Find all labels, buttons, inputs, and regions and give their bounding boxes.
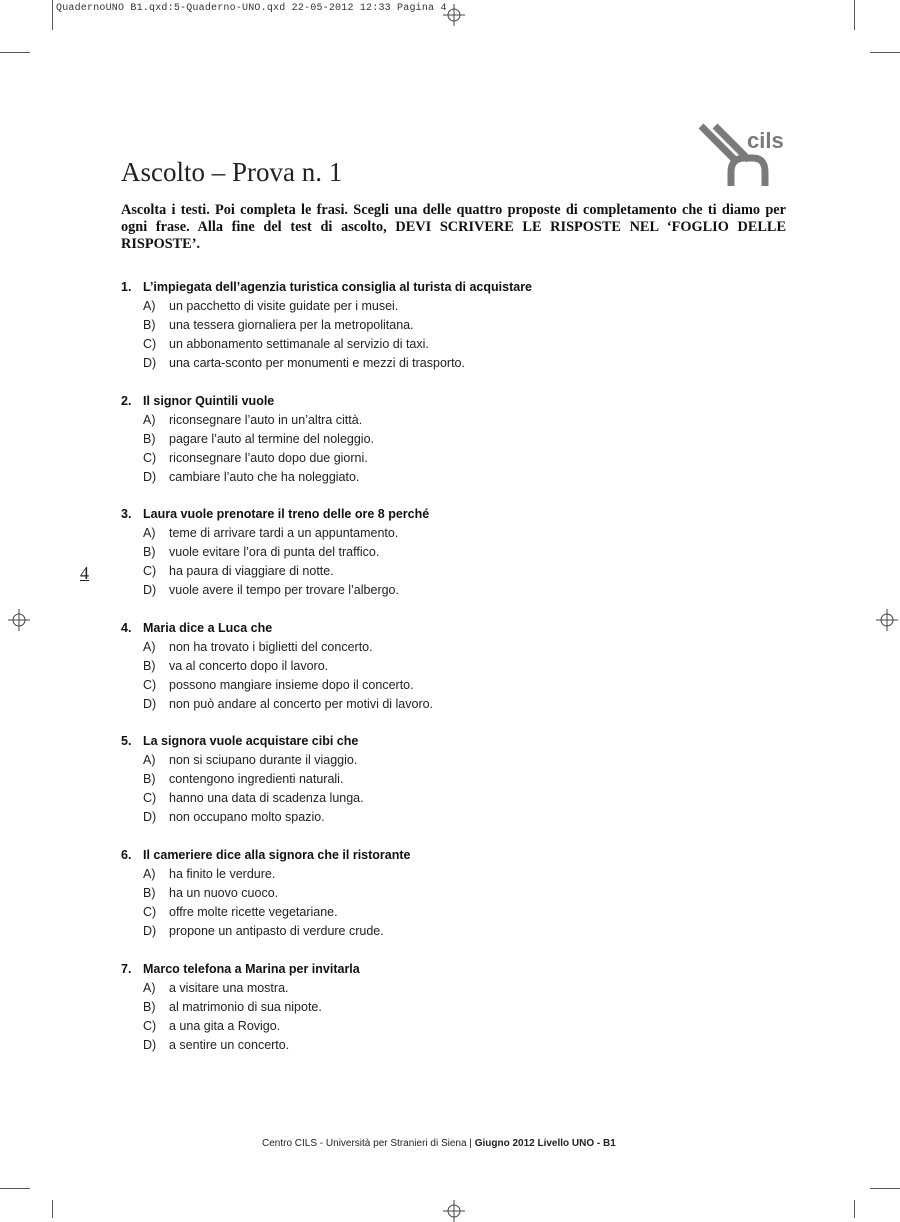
registration-mark-icon bbox=[443, 4, 465, 26]
answer-option bbox=[121, 884, 761, 903]
option-letter: C) bbox=[143, 450, 157, 465]
option-text: propone un antipasto di verdure crude. bbox=[169, 923, 384, 938]
question-text: L’impiegata dell’agenzia turistica consiglia al turista di acquistare bbox=[143, 280, 533, 294]
option-text: ha un nuovo cuoco. bbox=[169, 885, 279, 900]
answer-option bbox=[121, 543, 761, 562]
answer-option bbox=[121, 316, 761, 335]
question-text: Il signor Quintili vuole bbox=[143, 393, 275, 408]
option-text: teme di arrivare tardi a un appuntamento. bbox=[169, 526, 399, 541]
answer-option bbox=[121, 335, 761, 354]
question-number: 5. bbox=[121, 734, 132, 749]
question-stem bbox=[121, 278, 761, 297]
crop-mark bbox=[0, 52, 30, 53]
footer-institution: Centro CILS - Università per Stranieri di Siena | bbox=[262, 1138, 475, 1149]
option-text: una carta-sconto per monumenti e mezzi di trasporto. bbox=[169, 356, 465, 370]
question-text: Il cameriere dice alla signora che il ristorante bbox=[143, 847, 411, 862]
option-letter: C) bbox=[143, 1018, 157, 1033]
option-text: hanno una data di scadenza lunga. bbox=[169, 791, 364, 806]
option-text: contengono ingredienti naturali. bbox=[169, 772, 344, 787]
answer-option bbox=[121, 676, 761, 695]
option-text: a visitare una mostra. bbox=[169, 980, 289, 995]
logo-text: cils bbox=[747, 128, 784, 153]
option-letter: A) bbox=[143, 866, 156, 881]
option-text: non ha trovato i biglietti del concerto. bbox=[169, 639, 373, 654]
option-letter: B) bbox=[143, 658, 156, 673]
question-item bbox=[121, 392, 761, 506]
option-letter: B) bbox=[143, 431, 156, 446]
option-letter: B) bbox=[143, 885, 156, 900]
question-item bbox=[121, 278, 761, 392]
question-number: 6. bbox=[121, 847, 132, 862]
option-letter: B) bbox=[143, 318, 156, 332]
option-text: offre molte ricette vegetariane. bbox=[169, 904, 338, 919]
option-text: riconsegnare l’auto dopo due giorni. bbox=[169, 450, 368, 465]
answer-option bbox=[121, 297, 761, 316]
option-letter: A) bbox=[143, 526, 156, 541]
crop-mark bbox=[870, 52, 900, 53]
option-letter: D) bbox=[143, 583, 157, 598]
question-number: 1. bbox=[121, 280, 132, 294]
answer-option bbox=[121, 581, 761, 600]
crop-mark bbox=[0, 1188, 30, 1189]
option-letter: D) bbox=[143, 469, 157, 484]
option-letter: A) bbox=[143, 639, 156, 654]
answer-option bbox=[121, 998, 761, 1017]
question-stem bbox=[121, 960, 761, 979]
option-letter: C) bbox=[143, 791, 157, 806]
option-text: pagare l’auto al termine del noleggio. bbox=[169, 431, 374, 446]
question-number: 4. bbox=[121, 620, 132, 635]
question-text: Laura vuole prenotare il treno delle ore 8 perché bbox=[143, 507, 430, 522]
option-letter: D) bbox=[143, 696, 157, 711]
registration-mark-icon bbox=[443, 1200, 465, 1222]
answer-option bbox=[121, 562, 761, 581]
answer-option bbox=[121, 770, 761, 789]
page-title: Ascolto – Prova n. 1 bbox=[121, 157, 343, 187]
option-letter: B) bbox=[143, 999, 156, 1014]
cils-logo-icon bbox=[697, 122, 792, 188]
answer-option bbox=[121, 657, 761, 676]
option-text: cambiare l’auto che ha noleggiato. bbox=[169, 469, 360, 484]
crop-mark bbox=[854, 1200, 855, 1218]
answer-option bbox=[121, 1036, 761, 1055]
answer-option bbox=[121, 751, 761, 770]
answer-option bbox=[121, 922, 761, 941]
option-letter: A) bbox=[143, 412, 156, 427]
answer-option bbox=[121, 695, 761, 714]
option-letter: A) bbox=[143, 980, 156, 995]
page-footer bbox=[262, 1138, 616, 1149]
question-item bbox=[121, 846, 761, 960]
option-letter: D) bbox=[143, 923, 157, 938]
option-text: al matrimonio di sua nipote. bbox=[169, 999, 322, 1014]
option-letter: C) bbox=[143, 337, 157, 351]
answer-option bbox=[121, 354, 761, 373]
crop-mark bbox=[870, 1188, 900, 1189]
option-letter: D) bbox=[143, 810, 157, 825]
answer-option bbox=[121, 638, 761, 657]
question-stem bbox=[121, 392, 761, 411]
option-text: non può andare al concerto per motivi di lavoro. bbox=[169, 696, 434, 711]
footer-session: Giugno 2012 Livello UNO - B1 bbox=[474, 1138, 616, 1149]
question-text: Maria dice a Luca che bbox=[143, 620, 273, 635]
question-text: Marco telefona a Marina per invitarla bbox=[143, 961, 360, 976]
option-letter: A) bbox=[143, 753, 156, 768]
answer-option bbox=[121, 449, 761, 468]
question-item bbox=[121, 619, 761, 733]
option-text: possono mangiare insieme dopo il concerto. bbox=[169, 677, 414, 692]
option-text: un abbonamento settimanale al servizio di taxi. bbox=[169, 337, 429, 351]
option-text: un pacchetto di visite guidate per i musei. bbox=[169, 299, 399, 313]
option-letter: A) bbox=[143, 299, 156, 313]
question-stem bbox=[121, 505, 761, 524]
option-letter: B) bbox=[143, 772, 156, 787]
crop-mark bbox=[52, 1200, 53, 1218]
answer-option bbox=[121, 1017, 761, 1036]
option-text: una tessera giornaliera per la metropolitana. bbox=[169, 318, 414, 332]
print-slug-line: QuadernoUNO B1.qxd:5-Quaderno-UNO.qxd 22-05-2012 12:33 Pagina 4 bbox=[56, 3, 447, 14]
option-text: ha finito le verdure. bbox=[169, 866, 276, 881]
option-text: a una gita a Rovigo. bbox=[169, 1018, 281, 1033]
answer-option bbox=[121, 865, 761, 884]
option-text: non si sciupano durante il viaggio. bbox=[169, 753, 358, 768]
questions-list bbox=[121, 278, 761, 1073]
instructions-text: Ascolta i testi. Poi completa le frasi. Scegli una delle quattro proposte di completamento che ti diamo per ogni frase. Alla fine del test di ascolto, DEVI SCRIVERE LE RISPOSTE NEL ‘FOGLIO DELLE RISPOSTE’. bbox=[121, 202, 786, 252]
crop-mark bbox=[52, 0, 53, 30]
option-text: non occupano molto spazio. bbox=[169, 810, 325, 825]
question-stem bbox=[121, 619, 761, 638]
answer-option bbox=[121, 468, 761, 487]
question-stem bbox=[121, 732, 761, 751]
option-letter: C) bbox=[143, 564, 157, 579]
question-item bbox=[121, 505, 761, 619]
question-stem bbox=[121, 846, 761, 865]
page-number: 4 bbox=[80, 563, 89, 583]
option-text: riconsegnare l’auto in un’altra città. bbox=[169, 412, 363, 427]
option-text: vuole avere il tempo per trovare l’albergo. bbox=[169, 583, 399, 598]
question-number: 7. bbox=[121, 961, 132, 976]
crop-mark bbox=[854, 0, 855, 30]
option-letter: C) bbox=[143, 677, 157, 692]
answer-option bbox=[121, 524, 761, 543]
question-text: La signora vuole acquistare cibi che bbox=[143, 734, 359, 749]
option-letter: C) bbox=[143, 904, 157, 919]
option-text: va al concerto dopo il lavoro. bbox=[169, 658, 329, 673]
option-text: a sentire un concerto. bbox=[169, 1037, 290, 1052]
answer-option bbox=[121, 903, 761, 922]
registration-mark-icon bbox=[876, 609, 898, 631]
answer-option bbox=[121, 430, 761, 449]
answer-option bbox=[121, 979, 761, 998]
answer-option bbox=[121, 411, 761, 430]
question-item bbox=[121, 732, 761, 846]
registration-mark-icon bbox=[8, 609, 30, 631]
option-text: ha paura di viaggiare di notte. bbox=[169, 564, 334, 579]
option-letter: B) bbox=[143, 545, 156, 560]
question-number: 3. bbox=[121, 507, 132, 522]
answer-option bbox=[121, 789, 761, 808]
question-number: 2. bbox=[121, 393, 132, 408]
question-item bbox=[121, 960, 761, 1074]
answer-option bbox=[121, 808, 761, 827]
option-text: vuole evitare l’ora di punta del traffico. bbox=[169, 545, 380, 560]
option-letter: D) bbox=[143, 1037, 157, 1052]
option-letter: D) bbox=[143, 356, 157, 370]
